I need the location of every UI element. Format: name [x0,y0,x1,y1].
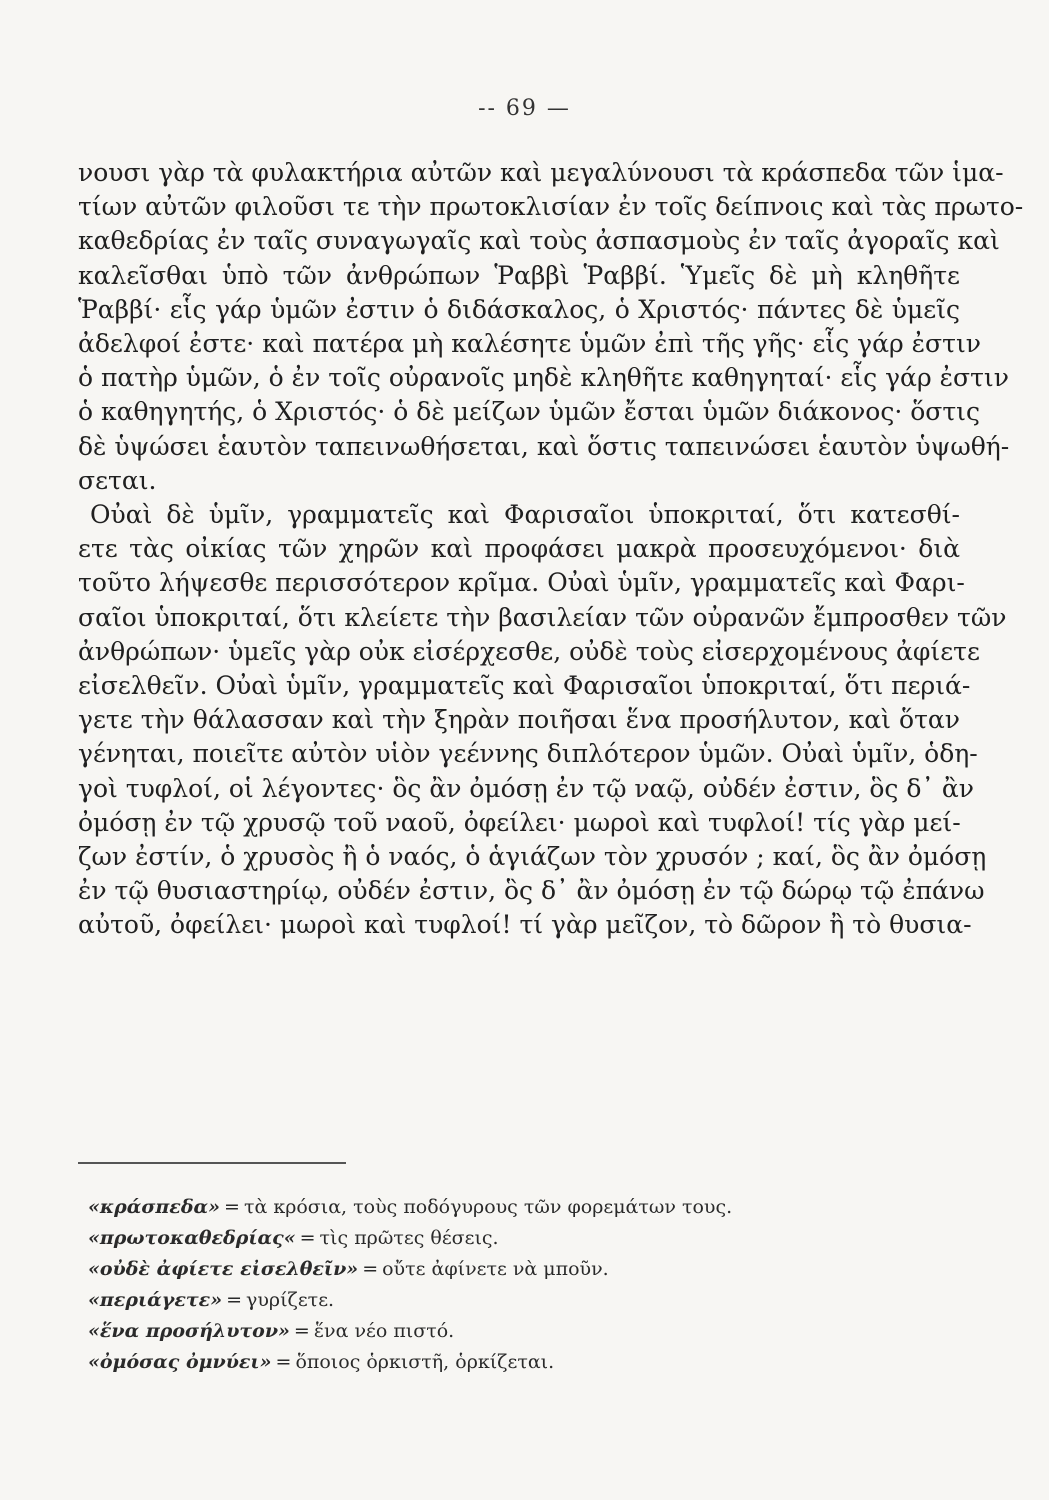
page-number: -- 69 — [478,96,571,121]
text-line: σαῖοι ὑποκριταί, ὅτι κλείετε τὴν βασιλείαν τῶν οὐρανῶν ἔμπροσθεν τῶν [78,602,1007,632]
footnote-gloss: οὔτε ἀφίνετε νὰ μποῦν. [382,1258,609,1280]
text-line: γένηται, ποιεῖτε αὐτὸν υἱὸν γεέννης διπλότερον ὑμῶν. Οὐαὶ ὑμῖν, ὁδη- [78,739,978,769]
body-text [78,156,1024,943]
footnote-divider [78,1162,346,1164]
footnote-term: «περιάγετε» [88,1289,223,1311]
text-line: δὲ ὑψώσει ἑαυτὸν ταπεινωθήσεται, καὶ ὅστις ταπεινώσει ἑαυτὸν ὑψωθή- [78,431,1010,461]
text-line: νουσι γὰρ τὰ φυλακτήρια αὐτῶν καὶ μεγαλύνουσι τὰ κράσπεδα τῶν ἱμα- [78,158,1004,187]
text-line: ἀνθρώπων· ὑμεῖς γὰρ οὐκ εἰσέρχεσθε, οὐδὲ τοὺς εἰσερχομένους ἀφίετε [78,636,980,666]
text-line: τοῦτο λήψεσθε περισσότερον κρῖμα. Οὐαὶ ὑμῖν, γραμματεῖς καὶ Φαρι- [78,568,965,598]
footnote-term: «ἕνα προσήλυτον» [88,1320,290,1342]
footnote [88,1285,948,1316]
text-line: αὐτοῦ, ὀφείλει· μωροὶ καὶ τυφλοί! τί γὰρ μεῖζον, τὸ δῶρον ἢ τὸ θυσια- [78,910,972,940]
text-line: ἀδελφοί ἐστε· καὶ πατέρα μὴ καλέσητε ὑμῶν ἐπὶ τῆς γῆς· εἷς γάρ ἐστιν [78,329,981,359]
footnote-term: «πρωτοκαθεδρίας« [88,1227,296,1249]
footnote [88,1316,948,1347]
text-line: Οὐαὶ δὲ ὑμῖν, γραμματεῖς καὶ Φαρισαῖοι ὑποκριταί, ὅτι κατεσθί- [90,500,960,530]
text-line: τίων αὐτῶν φιλοῦσι τε τὴν πρωτοκλισίαν ἐν τοῖς δείπνοις καὶ τὰς πρωτο- [78,192,1024,222]
footnote-separator: = [275,1351,292,1373]
footnote [88,1347,948,1378]
footnote-gloss: ὅποιος ὁρκιστῆ, ὁρκίζεται. [295,1351,555,1373]
text-line: σεται. [78,465,157,495]
footnote-separator: = [362,1258,379,1280]
footnote [88,1254,948,1285]
text-line: καλεῖσθαι ὑπὸ τῶν ἀνθρώπων Ῥαββὶ Ῥαββί. Ὑμεῖς δὲ μὴ κληθῆτε [78,260,960,290]
text-line: ὁ καθηγητής, ὁ Χριστός· ὁ δὲ μείζων ὑμῶν ἔσται ὑμῶν διάκονος· ὅστις [78,397,980,427]
footnote-separator: = [299,1227,316,1249]
footnote-term: «οὐδὲ ἀφίετε εἰσελθεῖν» [88,1258,359,1280]
footnote-separator: = [226,1289,243,1311]
footnote-separator: = [224,1196,240,1218]
footnote-gloss: ἕνα νέο πιστό. [313,1320,455,1342]
text-line: ζων ἐστίν, ὁ χρυσὸς ἢ ὁ ναός, ὁ ἁγιάζων τὸν χρυσόν ; καί, ὃς ἂν ὀμόσῃ [78,842,987,872]
text-line: γοὶ τυφλοί, οἱ λέγοντες· ὃς ἂν ὀμόσῃ ἐν τῷ ναῷ, οὐδέν ἐστιν, ὃς δ᾽ ἂν [78,773,974,803]
text-line: γετε τὴν θάλασσαν καὶ τὴν ξηρὰν ποιῆσαι ἕνα προσήλυτον, καὶ ὅταν [78,705,960,735]
footnote-gloss: τὶς πρῶτες θέσεις. [319,1227,499,1249]
footnote-separator: = [293,1320,310,1342]
footnote [88,1192,948,1223]
footnote-gloss: τὰ κρόσια, τοὺς ποδόγυρους τῶν φορεμάτων τους. [243,1196,733,1218]
text-line: καθεδρίας ἐν ταῖς συναγωγαῖς καὶ τοὺς ἀσπασμοὺς ἐν ταῖς ἀγοραῖς καὶ [78,226,1000,256]
text-line: ἐν τῷ θυσιαστηρίῳ, οὐδέν ἐστιν, ὃς δ᾽ ἂν ὀμόσῃ ἐν τῷ δώρῳ τῷ ἐπάνω [78,876,985,906]
text-line: ετε τὰς οἰκίας τῶν χηρῶν καὶ προφάσει μακρὰ προσευχόμενοι· διὰ [78,534,960,564]
text-line: Ῥαββί· εἷς γάρ ὑμῶν ἐστιν ὁ διδάσκαλος, ὁ Χριστός· πάντες δὲ ὑμεῖς [78,294,960,324]
footnote [88,1223,948,1254]
text-line: εἰσελθεῖν. Οὐαὶ ὑμῖν, γραμματεῖς καὶ Φαρισαῖοι ὑποκριταί, ὅτι περιά- [78,671,971,701]
footnotes [88,1192,948,1378]
footnote-gloss: γυρίζετε. [246,1289,335,1311]
text-line: ὀμόσῃ ἐν τῷ χρυσῷ τοῦ ναοῦ, ὀφείλει· μωροὶ καὶ τυφλοί! τίς γὰρ μεί- [78,807,961,837]
footnote-term: «ὀμόσας ὀμνύει» [88,1351,272,1373]
text-line: ὁ πατὴρ ὑμῶν, ὁ ἐν τοῖς οὐρανοῖς μηδὲ κληθῆτε καθηγηταί· εἷς γάρ ἐστιν [78,363,1009,393]
footnote-term: «κράσπεδα» [88,1196,221,1218]
